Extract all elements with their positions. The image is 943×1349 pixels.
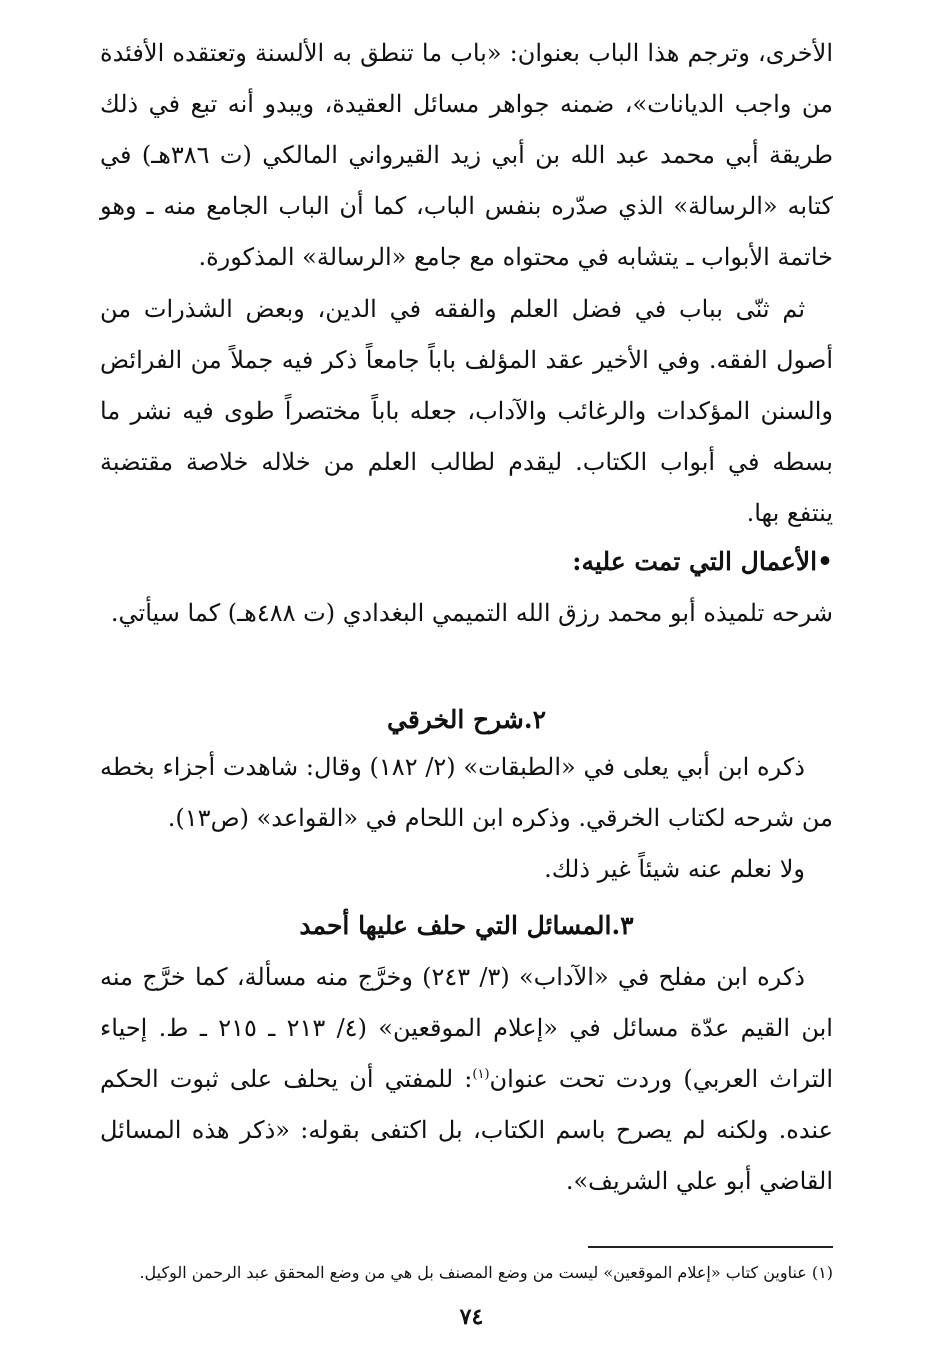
paragraph-commentary [100,588,833,639]
paragraph-masail [100,952,833,1207]
paragraph-text: ذكره ابن أبي يعلى في «الطبقات» (٢/ ١٨٢) وقال: شاهدت أجزاء بخطه من شرحه لكتاب الخرقي. وذكره ابن اللحام في «القواعد» (ص١٣). [100,753,833,832]
paragraph-sharh [100,742,833,895]
section-heading-sharh-kharaqi: ٢.شرح الخرقي [386,705,546,734]
paragraph-text-part: : للمفتي أن يحلف على ثبوت الحكم عنده. ولكنه لم يصرح باسم الكتاب، بل اكتفى بقوله: «ذكر هذه المسائل القاضي أبو علي الشريف». [100,1065,833,1195]
section-heading-masail: ٣.المسائل التي حلف عليها أحمد [299,911,634,940]
paragraph-text-part: ذكره ابن مفلح في «الآداب» (٣/ ٢٤٣) وخرَّج منه مسألة، كما خرَّج منه ابن القيم عدّة مسائل في «إعلام الموقعين» (٤/ ٢١٣ ـ ٢١٥ ـ ط. إحياء التراث العربي) وردت تحت عنوان [100,963,834,1093]
paragraph-text [100,952,833,1207]
paragraph-text: ولا نعلم عنه شيئاً غير ذلك. [544,855,805,883]
page-number: ٧٤ [459,1304,484,1330]
paragraph-text: ثم ثنّى بباب في فضل العلم والفقه في الدين، وبعض الشذرات من أصول الفقه. وفي الأخير عقد المؤلف باباً جامعاً ذكر فيه جملاً من الفرائض والسنن المؤكدات والرغائب والآداب، جعله باباً مختصراً طوى فيه نشر ما بسطه في أبواب الكتاب. ليقدم لطالب العلم من خلاله خلاصة مقتضبة ينتفع بها. [100,295,833,527]
footnote-reference[interactable]: (١) [472,1067,490,1082]
paragraph-intro [100,28,833,283]
paragraph-text: شرحه تلميذه أبو محمد رزق الله التميمي البغدادي (ت ٤٨٨هـ) كما سيأتي. [110,599,833,627]
paragraph-contents [100,284,833,539]
paragraph-text: الأخرى، وترجم هذا الباب بعنوان: «باب ما تنطق به الألسنة وتعتقده الأفئدة من واجب الديانات»، ضمنه جواهر مسائل العقيدة، ويبدو أنه تبع في ذلك طريقة أبي محمد عبد الله بن أبي زيد القيرواني المالكي (ت ٣٨٦هـ) في كتابه «الرسالة» الذي صدّره بنفس الباب، كما أن الباب الجامع منه ـ وهو خاتمة الأبواب ـ يتشابه في محتواه مع جامع «الرسالة» المذكورة. [100,39,834,271]
section-heading-works: •الأعمال التي تمت عليه: [572,547,833,576]
footnote-divider [588,1246,833,1248]
footnote: (١) عناوين كتاب «إعلام الموقعين» ليست من وضع المصنف بل هي من وضع المحقق عبد الرحمن الوكيل. [139,1263,833,1282]
